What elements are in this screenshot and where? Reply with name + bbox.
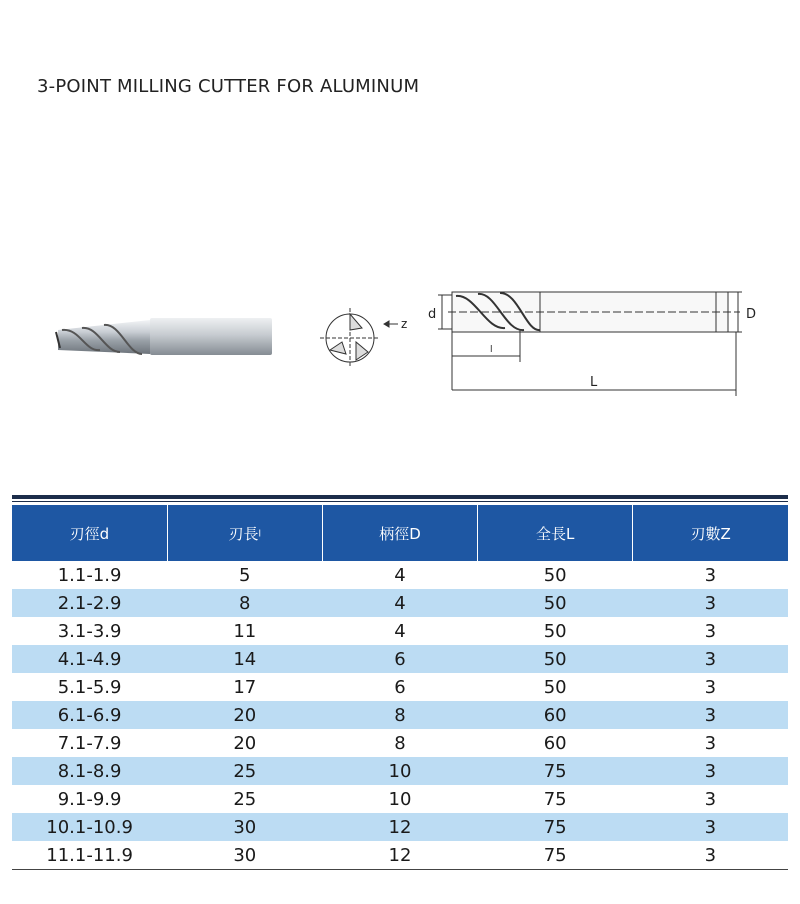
cell: 60 [543, 732, 567, 754]
table-row [12, 841, 788, 870]
l-label: l [490, 345, 493, 355]
spec-table [12, 505, 788, 870]
cell: 8 [167, 589, 322, 617]
cell: 30 [167, 841, 322, 870]
cutter-figure [0, 270, 800, 410]
cell: 11 [233, 620, 257, 642]
cell: 3 [633, 813, 788, 841]
cell: 4.1-4.9 [12, 645, 167, 673]
cell: 1.1-1.9 [57, 564, 122, 586]
cell: 2.1-2.9 [12, 589, 167, 617]
header-blade-length-l: l [258, 529, 262, 539]
cell: 3 [633, 589, 788, 617]
table-row [12, 701, 788, 729]
cutter-photo [56, 318, 272, 355]
cell: 12 [322, 813, 477, 841]
table-row [12, 729, 788, 757]
cell: 3 [633, 757, 788, 785]
table-body [12, 561, 788, 870]
header-blade-length-text: 刃長 [228, 524, 259, 543]
table-row [12, 785, 788, 813]
cell: 10.1-10.9 [12, 813, 167, 841]
cell: 3.1-3.9 [57, 620, 122, 642]
header-flute-count: 刃數Z [633, 505, 788, 561]
cell: 3 [704, 788, 717, 810]
cell: 5.1-5.9 [57, 676, 122, 698]
cell: 4 [394, 620, 406, 642]
cell: 12 [322, 841, 477, 870]
page-title: 3-POINT MILLING CUTTER FOR ALUMINUM [37, 76, 420, 97]
table-row [12, 673, 788, 701]
cell: 7.1-7.9 [57, 732, 122, 754]
end-view-diagram [320, 308, 398, 368]
cell: 11.1-11.9 [12, 841, 167, 870]
cell: 8 [394, 732, 406, 754]
cell: 4 [322, 589, 477, 617]
cell: 17 [233, 676, 257, 698]
cell: 3 [633, 841, 788, 870]
cell: 50 [543, 620, 567, 642]
cell: 5 [239, 564, 251, 586]
header-blade-length [167, 505, 322, 561]
table-row [12, 561, 788, 589]
cell: 14 [167, 645, 322, 673]
L-label: L [590, 375, 598, 390]
table-top-rule-thin [12, 501, 788, 502]
cell: 8 [322, 701, 477, 729]
table-row [12, 645, 788, 673]
cell: 20 [233, 732, 257, 754]
D-label: D [746, 307, 757, 322]
cell: 6 [322, 645, 477, 673]
cell: 9.1-9.9 [57, 788, 122, 810]
table-header-row [12, 505, 788, 561]
header-shank-diameter: 柄徑D [322, 505, 477, 561]
cell: 3 [704, 732, 717, 754]
cell: 10 [322, 757, 477, 785]
cell: 3 [704, 676, 717, 698]
header-overall-length: 全長L [478, 505, 633, 561]
cell: 8.1-8.9 [12, 757, 167, 785]
cell: 3 [704, 564, 717, 586]
cell: 3 [633, 645, 788, 673]
cell: 25 [167, 757, 322, 785]
table-row [12, 813, 788, 841]
cell: 3 [704, 620, 717, 642]
cell: 10 [388, 788, 412, 810]
cell: 3 [633, 701, 788, 729]
cell: 4 [394, 564, 406, 586]
cell: 50 [543, 676, 567, 698]
spec-table-container [12, 495, 788, 870]
cell: 6 [394, 676, 406, 698]
cell: 30 [167, 813, 322, 841]
cell: 50 [478, 589, 633, 617]
cell: 75 [478, 841, 633, 870]
cell: 60 [478, 701, 633, 729]
table-row [12, 757, 788, 785]
table-top-rule [12, 495, 788, 499]
cell: 6.1-6.9 [12, 701, 167, 729]
d-label: d [428, 307, 437, 322]
header-blade-diameter: 刃徑d [12, 505, 167, 561]
cell: 20 [167, 701, 322, 729]
cell: 50 [543, 564, 567, 586]
z-label: z [401, 317, 408, 331]
cell: 50 [478, 645, 633, 673]
table-row [12, 589, 788, 617]
cell: 25 [233, 788, 257, 810]
cell: 75 [478, 813, 633, 841]
cell: 75 [478, 757, 633, 785]
table-row [12, 617, 788, 645]
cell: 75 [543, 788, 567, 810]
